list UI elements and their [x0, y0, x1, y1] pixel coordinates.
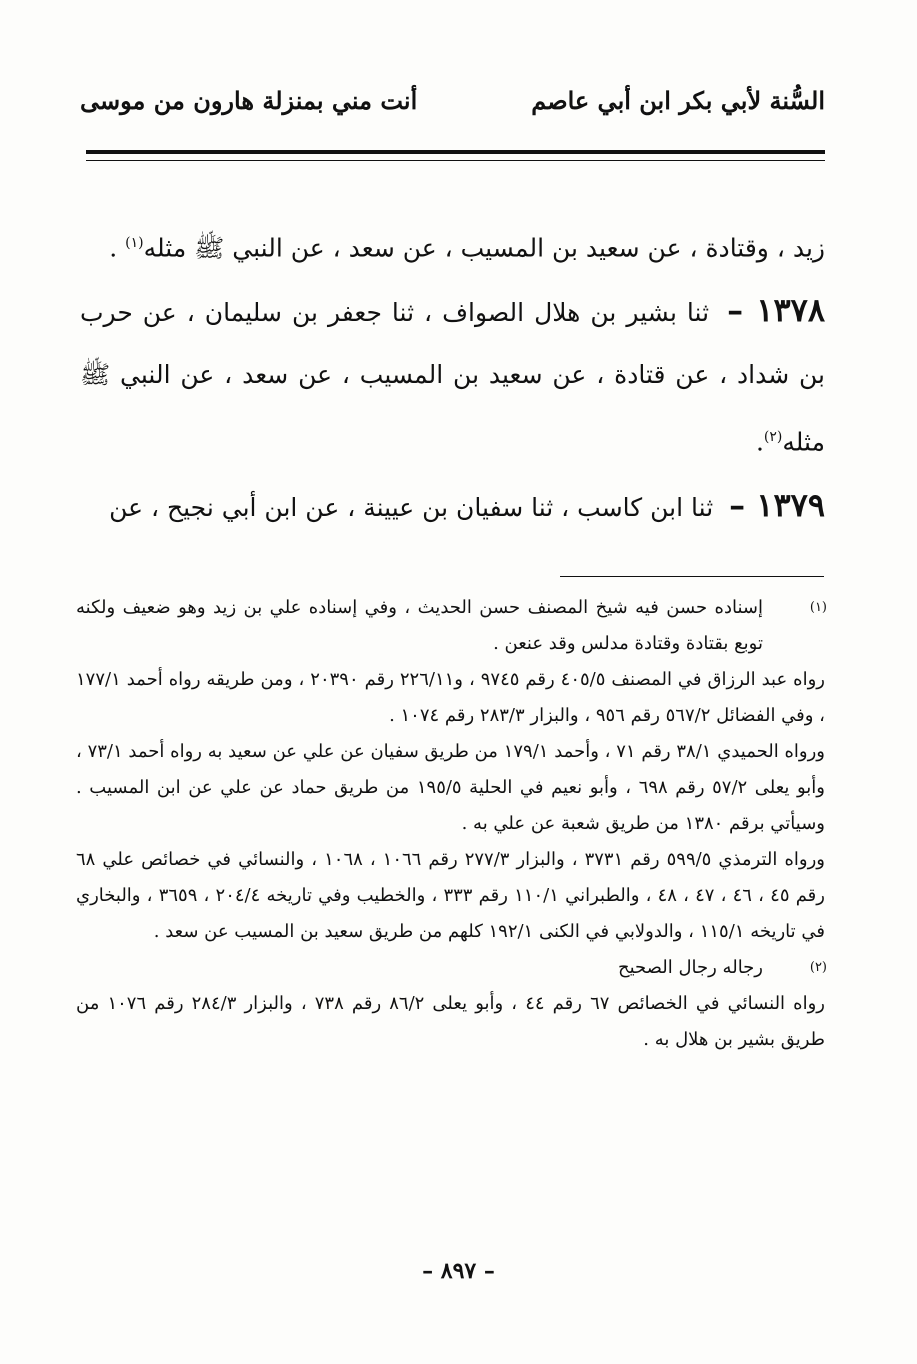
header-rule-thick: [86, 150, 825, 154]
footnote-1: [76, 590, 825, 950]
footnote-1-takhrij-c: ورواه الترمذي ٥٩٩/٥ رقم ٣٧٣١ ، والبزار ٢٧٧/٣ رقم ١٠٦٦ ، ١٠٦٨ ، والنسائي في خصائص علي ٦٨ رقم ٤٥ ، ٤٦ ، ٤٧ ، ٤٨ ، والطبراني ١١٠/١ رقم ٣٣٣ ، والخطيب وفي تاريخه ٢٠٤/٤ ، ٣٦٥٩ ، والبخاري في تاريخه ١١٥/١ ، والدولابي في الكنى ١٩٢/١ كلهم من طريق سعيد بن المسيب عن سعد .: [76, 849, 825, 942]
footnote-1-takhrij-b: ورواه الحميدي ٣٨/١ رقم ٧١ ، وأحمد ١٧٩/١ من طريق سفيان عن علي عن سعيد به رواه أحمد ٧٣/١ ، وأبو يعلى ٥٧/٢ رقم ٦٩٨ ، وأبو نعيم في الحلية ١٩٥/٥ من طريق حماد عن علي عن ابن المسيب . وسيأتي برقم ١٣٨٠ من طريق شعبة عن علي به .: [76, 741, 825, 834]
continuation-paragraph: زيد ، وقتادة ، عن سعيد بن المسيب ، عن سعد ، عن النبي ﷺ مثله$^{(١)}$ .: [109, 233, 825, 263]
header-rule-thin: [86, 160, 825, 161]
page-header: [80, 80, 825, 120]
footnote-2: [76, 950, 825, 1058]
footnote-2-takhrij: رواه النسائي في الخصائص ٦٧ رقم ٤٤ ، وأبو يعلى ٨٦/٢ رقم ٧٣٨ ، والبزار ٢٨٤/٣ رقم ١٠٧٦ من طريق بشير بن هلال به .: [76, 993, 825, 1050]
chapter-title: أنت مني بمنزلة هارون من موسى: [80, 85, 418, 115]
footnote-1-grading: إسناده حسن فيه شيخ المصنف حسن الحديث ، وفي إسناده علي بن زيد وهو ضعيف ولكنه توبع بقتادة وقتادة مدلس وقد عنعن .: [76, 597, 764, 654]
footnote-2-grading: رجاله رجال الصحيح: [617, 957, 763, 978]
footnote-ref-2: (٢): [763, 429, 783, 446]
footnote-marker-2: (٢): [809, 960, 827, 975]
page-number: – ٨٩٧ –: [422, 1258, 495, 1284]
hadith-text-1378: ثنا بشير بن هلال الصواف ، ثنا جعفر بن سليمان ، عن حرب بن شداد ، عن قتادة ، عن سعيد بن المسيب ، عن سعد ، عن النبي ﷺ مثله: [80, 298, 825, 457]
footnote-1-takhrij-a: رواه عبد الرزاق في المصنف ٤٠٥/٥ رقم ٩٧٤٥ ، و٢٢٦/١١ رقم ٢٠٣٩٠ ، ومن طريقه رواه أحمد ١٧٧/١ ، وفي الفضائل ٥٦٧/٢ رقم ٩٥٦ ، والبزار ٢٨٣/٣ رقم ١٠٧٤ .: [76, 669, 825, 726]
footnote-separator: [560, 576, 824, 577]
book-title: السُّنة لأبي بكر ابن أبي عاصم: [531, 85, 825, 115]
footnote-ref-1: (١): [125, 235, 144, 251]
hadith-1379: [80, 474, 825, 539]
hadith-number-1379: ١٣٧٩ –: [729, 485, 825, 524]
hadith-number-1378: ١٣٧٨ –: [727, 291, 826, 330]
hadith-1378: ١٣٧٨ – ثنا بشير بن هلال الصواف ، ثنا جعفر بن سليمان ، عن حرب بن شداد ، عن قتادة ، عن سعيد بن المسيب ، عن سعد ، عن النبي ﷺ مثله$^{(٢)}$.: [80, 291, 826, 457]
hadith-text-1379: ثنا ابن كاسب ، ثنا سفيان بن عيينة ، عن ابن أبي نجيح ، عن: [109, 492, 714, 522]
footnotes: [76, 590, 825, 1058]
footnote-marker-1: (١): [809, 600, 827, 615]
main-text: [80, 212, 825, 539]
